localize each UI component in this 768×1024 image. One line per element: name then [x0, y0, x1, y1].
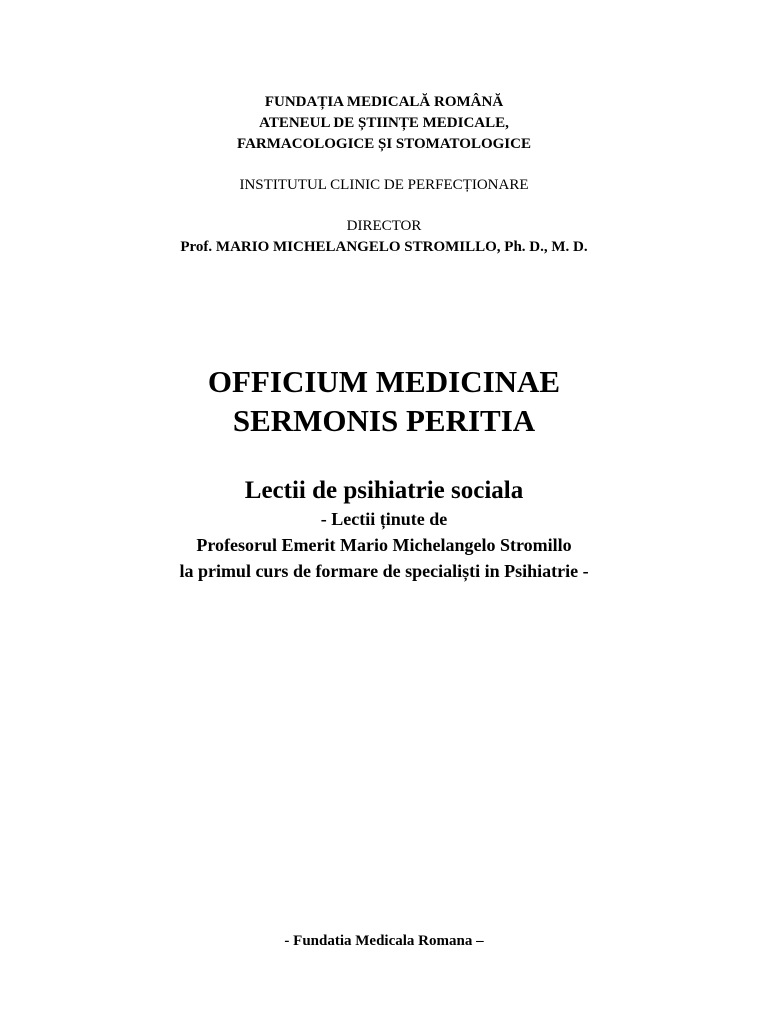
- foundation-name: FUNDAȚIA MEDICALĂ ROMÂNĂ: [264, 94, 504, 110]
- document-title-line2: SERMONIS PERITIA: [232, 403, 536, 438]
- athenaeum-name-cont: FARMACOLOGICE ȘI STOMATOLOGICE: [237, 136, 531, 152]
- subtitle-line1: - Lectii ținute de: [320, 509, 448, 529]
- document-title-line1: OFFICIUM MEDICINAE: [207, 364, 561, 399]
- subtitle-line2: Profesorul Emerit Mario Michelangelo Stromillo: [196, 535, 572, 555]
- institute-name: INSTITUTUL CLINIC DE PERFECȚIONARE: [239, 177, 529, 193]
- subtitle-main: Lectii de psihiatrie sociala: [244, 477, 524, 504]
- athenaeum-name: ATENEUL DE ȘTIINȚE MEDICALE,: [259, 115, 509, 131]
- publisher-footer: - Fundatia Medicala Romana –: [284, 933, 484, 949]
- subtitle-line3: la primul curs de formare de specialiști in Psihiatrie -: [179, 561, 589, 581]
- director-label: DIRECTOR: [346, 218, 422, 234]
- director-name: Prof. MARIO MICHELANGELO STROMILLO, Ph. D., M. D.: [180, 239, 588, 255]
